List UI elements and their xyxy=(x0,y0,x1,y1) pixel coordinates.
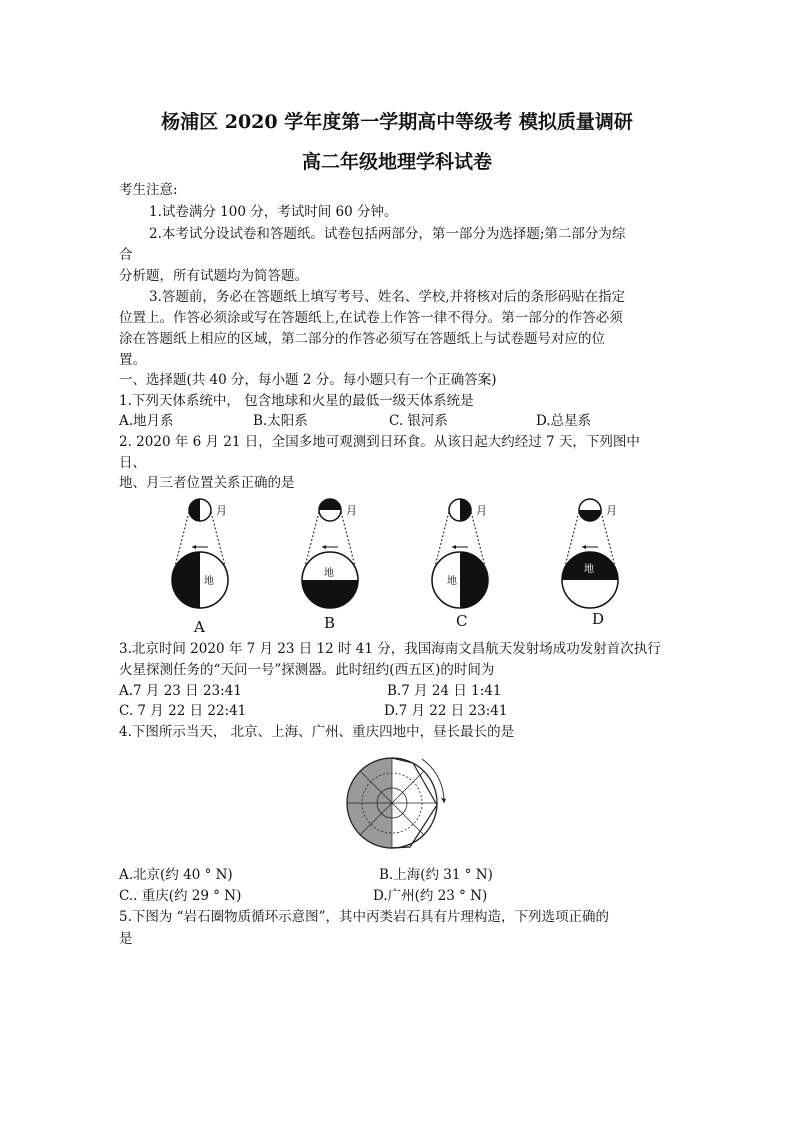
question-stem: 1.下列天体系统中， 包含地球和火星的最低一级天体系统是 xyxy=(119,393,474,409)
option-a: A.7 月 23 日 23:41 xyxy=(119,683,242,699)
sun-earth-moon-figure xyxy=(160,490,630,640)
question-stem: 4.下图所示当天， 北京、上海、广州、重庆四地中，昼长最长的是 xyxy=(119,724,515,740)
option-label-a: A xyxy=(194,618,205,636)
page-title: 杨浦区 2020 学年度第一学期高中等级考 模拟质量调研 xyxy=(161,111,633,133)
question-stem: 地、月三者位置关系正确的是 xyxy=(119,475,295,491)
earth-label-a: 地 xyxy=(204,576,214,587)
earth-label-d: 地 xyxy=(584,564,594,575)
notice-item: 1.试卷满分 100 分，考试时间 60 分钟。 xyxy=(149,204,398,220)
option-d: D.广州(约 23 ° N) xyxy=(373,888,488,904)
notice-item: 3.答题前，务必在答题纸上填写考号、姓名、学校,并将核对后的条形码贴在指定 xyxy=(149,289,626,305)
moon-label-c: 月 xyxy=(476,504,487,517)
notice-heading: 考生注意: xyxy=(119,182,178,198)
question-stem: 5.下图为 “岩石圈物质循环示意图”，其中丙类岩石具有片理构造，下列选项正确的 xyxy=(119,909,609,925)
moon-label-d: 月 xyxy=(606,504,617,517)
earth-label-b: 地 xyxy=(324,568,334,579)
option-b: B.太阳系 xyxy=(253,413,308,429)
option-a: A.地月系 xyxy=(119,413,174,429)
option-b: B.7 月 24 日 1:41 xyxy=(387,683,502,699)
question-stem: 火星探测任务的“天问一号”探测器。此时纽约(西五区)的时间为 xyxy=(119,662,495,678)
option-c: C.. 重庆(约 29 ° N) xyxy=(119,888,242,904)
option-c: C. 7 月 22 日 22:41 xyxy=(119,703,247,719)
notice-item: 置。 xyxy=(119,352,146,368)
option-b: B.上海(约 31 ° N) xyxy=(379,867,493,883)
polar-view-figure xyxy=(340,753,450,853)
notice-item: 分析题，所有试题均为简答题。 xyxy=(119,268,308,284)
earth-label-c: 地 xyxy=(447,576,457,587)
option-label-c: C xyxy=(456,612,468,630)
page-subtitle: 高二年级地理学科试卷 xyxy=(301,151,492,173)
option-d: D.7 月 22 日 23:41 xyxy=(384,703,508,719)
question-stem: 2. 2020 年 6 月 21 日，全国多地可观测到日环食。从该日起大约经过 7 天，下列图中 xyxy=(119,434,640,450)
question-stem: 是 xyxy=(119,931,133,947)
option-a: A.北京(约 40 ° N) xyxy=(119,867,233,883)
option-c: C. 银河系 xyxy=(389,413,448,429)
option-label-d: D xyxy=(592,610,605,628)
question-stem: 3.北京时间 2020 年 7 月 23 日 12 时 41 分，我国海南文昌航天发射场成功发射首次执行 xyxy=(119,641,661,657)
notice-item: 位置上。作答必须涂或写在答题纸上,在试卷上作答一律不得分。第一部分的作答必须 xyxy=(119,310,623,326)
option-label-b: B xyxy=(324,614,336,632)
question-stem: 日、 xyxy=(119,455,146,471)
option-d: D.总星系 xyxy=(536,413,592,429)
notice-item: 涂在答题纸上相应的区域，第二部分的作答必须写在答题纸上与试卷题号对应的位 xyxy=(119,331,605,347)
moon-label-b: 月 xyxy=(346,504,357,517)
section-heading: 一、选择题(共 40 分，每小题 2 分。每小题只有一个正确答案) xyxy=(119,372,497,388)
moon-label-a: 月 xyxy=(216,504,227,517)
notice-item: 2.本考试分设试卷和答题纸。试卷包括两部分，第一部分为选择题;第二部分为综 xyxy=(149,226,626,242)
notice-item: 合 xyxy=(119,247,133,263)
